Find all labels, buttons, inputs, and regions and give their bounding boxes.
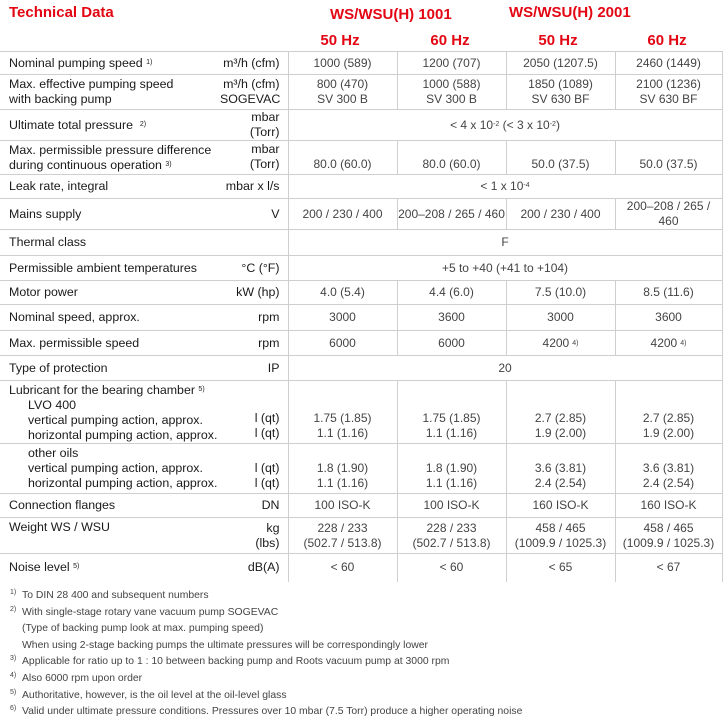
table-row	[0, 52, 722, 75]
row-label: Motor power	[0, 281, 220, 305]
table-row	[0, 356, 722, 381]
table-row	[0, 230, 722, 256]
row-unit: kW (hp)	[220, 281, 288, 305]
cell: 2.7 (2.85) 1.9 (2.00)	[506, 381, 615, 444]
cell: 3.6 (3.81) 2.4 (2.54)	[615, 444, 722, 494]
cell: 800 (470) SV 300 B	[288, 75, 397, 110]
cell: 8.5 (11.6)	[615, 281, 722, 305]
cell: 2.7 (2.85) 1.9 (2.00)	[615, 381, 722, 444]
row-unit: mbar (Torr)	[220, 110, 288, 141]
cell: 200–208 / 265 / 460	[397, 199, 506, 230]
footnote: When using 2-stage backing pumps the ultimate pressures will be correspondingly lower	[22, 639, 429, 651]
row-unit: kg (lbs)	[220, 518, 288, 554]
cell: 6000	[288, 331, 397, 356]
model-header-2001: WS/WSU(H) 2001	[509, 4, 631, 21]
footnote: 4) Also 6000 rpm upon order	[10, 671, 143, 684]
table-row	[0, 305, 722, 331]
table-row	[0, 281, 722, 305]
model-header-1001: WS/WSU(H) 1001	[330, 6, 452, 23]
row-label: Noise level $^{5)}$	[0, 554, 220, 582]
cell: 1000 (589)	[288, 52, 397, 75]
cell: 100 ISO-K	[397, 494, 506, 518]
row-unit	[220, 230, 288, 256]
freq-header: 60 Hz	[430, 32, 470, 49]
cell-merged: F	[288, 230, 722, 256]
page-title: Technical Data	[9, 4, 114, 21]
cell: < 65	[506, 554, 615, 582]
cell: 458 / 465 (1009.9 / 1025.3)	[506, 518, 615, 554]
cell-merged: 20	[288, 356, 722, 381]
cell: 200 / 230 / 400	[506, 199, 615, 230]
cell: 6000	[397, 331, 506, 356]
cell: < 67	[615, 554, 722, 582]
row-unit: IP	[220, 356, 288, 381]
row-unit: mbar x l/s	[220, 175, 288, 199]
row-unit: V	[220, 199, 288, 230]
footnote: 2) With single-stage rotary vane vacuum pump SOGEVAC	[10, 605, 279, 618]
footnote: (Type of backing pump look at max. pumping speed)	[22, 623, 264, 635]
row-label: Permissible ambient temperatures	[0, 256, 220, 281]
cell: 80.0 (60.0)	[288, 141, 397, 175]
row-unit: l (qt) l (qt)	[220, 381, 288, 444]
row-label: Connection flanges	[0, 494, 220, 518]
cell: 50.0 (37.5)	[506, 141, 615, 175]
cell: < 60	[397, 554, 506, 582]
cell-merged: +5 to +40 (+41 to +104)	[288, 256, 722, 281]
cell: 228 / 233 (502.7 / 513.8)	[288, 518, 397, 554]
cell: 200 / 230 / 400	[288, 199, 397, 230]
row-label: Max. effective pumping speed with backing pump	[0, 75, 220, 110]
row-label: Nominal pumping speed $^{1)}$	[0, 52, 220, 75]
row-label: Lubricant for the bearing chamber $^{5)}$ LVO 400 vertical pumping action, approx. horizontal pumping action, approx.	[0, 381, 220, 444]
row-label: Max. permissible speed	[0, 331, 220, 356]
cell: 3600	[615, 305, 722, 331]
cell: 50.0 (37.5)	[615, 141, 722, 175]
cell: 160 ISO-K	[506, 494, 615, 518]
cell: 100 ISO-K	[288, 494, 397, 518]
row-unit: mbar (Torr)	[220, 141, 288, 175]
cell: 3600	[397, 305, 506, 331]
row-label: Leak rate, integral	[0, 175, 220, 199]
footnotes	[10, 588, 522, 721]
cell: 4200 $^{4)}$	[506, 331, 615, 356]
cell: 1.75 (1.85) 1.1 (1.16)	[397, 381, 506, 444]
cell: 160 ISO-K	[615, 494, 722, 518]
freq-header: 50 Hz	[320, 32, 360, 49]
cell: 80.0 (60.0)	[397, 141, 506, 175]
table-row	[0, 199, 722, 230]
cell-merged: < 4 x $10^{-2}$ (< 3 x $10^{-2}$)	[288, 110, 722, 141]
row-label: Nominal speed, approx.	[0, 305, 220, 331]
row-label: Weight WS / WSU	[0, 518, 220, 554]
row-label: Ultimate total pressure $^{2)}$	[0, 110, 220, 141]
row-unit: m³/h (cfm) SOGEVAC	[220, 75, 288, 110]
row-unit: m³/h (cfm)	[220, 52, 288, 75]
cell: 4200 $^{4)}$	[615, 331, 722, 356]
row-unit: l (qt) l (qt)	[220, 444, 288, 494]
cell: 3000	[506, 305, 615, 331]
cell-merged: < 1 x $10^{-4}$	[288, 175, 722, 199]
footnote: 5) Authoritative, however, is the oil level at the oil-level glass	[10, 688, 287, 701]
table-row	[0, 444, 722, 494]
table-row	[0, 75, 722, 110]
row-label: Type of protection	[0, 356, 220, 381]
cell: 7.5 (10.0)	[506, 281, 615, 305]
row-unit: rpm	[220, 331, 288, 356]
row-label: Thermal class	[0, 230, 220, 256]
row-label: Mains supply	[0, 199, 220, 230]
cell: 2460 (1449)	[615, 52, 722, 75]
table-row	[0, 554, 722, 582]
freq-header: 60 Hz	[647, 32, 687, 49]
table-row	[0, 175, 722, 199]
freq-header: 50 Hz	[538, 32, 578, 49]
row-label: Max. permissible pressure difference during continuous operation $^{3)}$	[0, 141, 220, 175]
table-row	[0, 256, 722, 281]
cell: 3.6 (3.81) 2.4 (2.54)	[506, 444, 615, 494]
table-row	[0, 381, 722, 444]
cell: 1.8 (1.90) 1.1 (1.16)	[288, 444, 397, 494]
technical-data-table	[0, 51, 723, 582]
footnote: 1) To DIN 28 400 and subsequent numbers	[10, 589, 209, 601]
cell: 1.75 (1.85) 1.1 (1.16)	[288, 381, 397, 444]
cell: 1200 (707)	[397, 52, 506, 75]
table-row	[0, 110, 722, 141]
table-row	[0, 141, 722, 175]
cell: 4.0 (5.4)	[288, 281, 397, 305]
cell: 1.8 (1.90) 1.1 (1.16)	[397, 444, 506, 494]
table-row	[0, 518, 722, 554]
cell: < 60	[288, 554, 397, 582]
cell: 2100 (1236) SV 630 BF	[615, 75, 722, 110]
cell: 2050 (1207.5)	[506, 52, 615, 75]
cell: 1000 (588) SV 300 B	[397, 75, 506, 110]
table-row	[0, 494, 722, 518]
table-row	[0, 331, 722, 356]
cell: 4.4 (6.0)	[397, 281, 506, 305]
footnote: 3) Applicable for ratio up to 1 : 10 between backing pump and Roots vacuum pump at 3000 rpm	[10, 655, 450, 668]
cell: 200–208 / 265 / 460	[615, 199, 722, 230]
cell: 3000	[288, 305, 397, 331]
footnote: 6) Valid under ultimate pressure conditions. Pressures over 10 mbar (7.5 Torr) produce a higher operating noise	[10, 705, 523, 718]
cell: 458 / 465 (1009.9 / 1025.3)	[615, 518, 722, 554]
row-unit: DN	[220, 494, 288, 518]
cell: 228 / 233 (502.7 / 513.8)	[397, 518, 506, 554]
row-unit: dB(A)	[220, 554, 288, 582]
row-unit: °C (°F)	[220, 256, 288, 281]
row-unit: rpm	[220, 305, 288, 331]
row-label: other oils vertical pumping action, approx. horizontal pumping action, approx.	[0, 444, 220, 494]
cell: 1850 (1089) SV 630 BF	[506, 75, 615, 110]
